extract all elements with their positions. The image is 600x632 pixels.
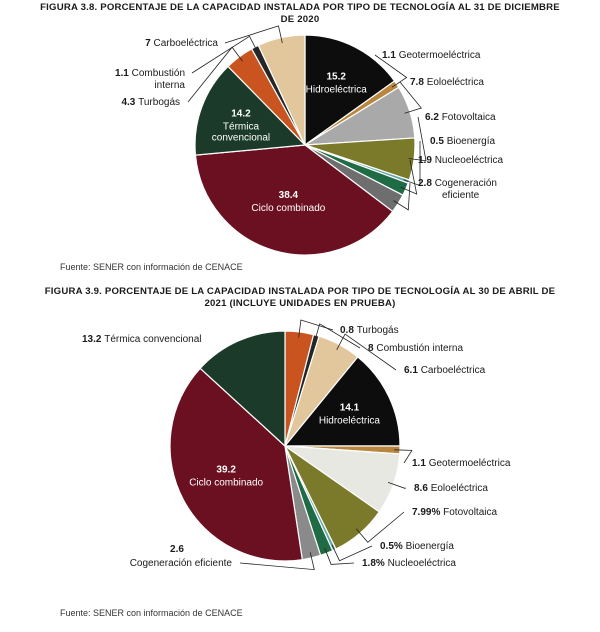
slice-name-fotovoltaica: Fotovoltaica <box>443 507 498 518</box>
slice-value-termica-convencional: 14.2 <box>231 108 251 120</box>
slice-label-eoloelectrica <box>414 483 488 494</box>
slice-value-bioenergia: 0.5% <box>380 541 406 552</box>
slice-value-fotovoltaica: 7.99% <box>412 507 444 518</box>
slice-name-termica-convencional: Térmica convencional <box>104 334 202 345</box>
slice-label-termica-convencional: Térmica <box>222 121 260 133</box>
slice-value-termica-convencional: 13.2 <box>82 334 105 345</box>
slice-value-nucleoelectrica: 1.8% <box>362 558 388 569</box>
figure-3-9-source: Fuente: SENER con información de CENACE <box>60 608 243 618</box>
slice-label-cont-cogeneracion-eficiente: eficiente <box>442 190 480 201</box>
slice-value-turbogas: 0.8 <box>340 325 357 336</box>
slice-value-carboelectrica: 7 <box>145 38 154 49</box>
slice-value-geotermoelectrica: 1.1 <box>412 458 429 469</box>
slice-value-hidroelectrica: 14.1 <box>339 402 360 414</box>
slice-value-geotermoelectrica: 1.1 <box>382 50 399 61</box>
slice-value-fotovoltaica: 6.2 <box>425 112 442 123</box>
slice-name-combustion-interna: Combustión interna <box>376 343 464 354</box>
slice-value-turbogas: 4.3 <box>121 97 139 108</box>
slice-label-termica-convencional: convencional <box>211 132 271 144</box>
slice-label-termica-convencional <box>82 334 202 345</box>
slice-value-eoloelectrica: 8.6 <box>414 483 431 494</box>
slice-name-carboelectrica: Carboeléctrica <box>420 365 486 376</box>
pie-slices <box>170 331 400 561</box>
slice-value-bioenergia: 0.5 <box>430 136 447 147</box>
slice-name-geotermoelectrica: Geotermoeléctrica <box>428 458 511 469</box>
slice-value-nucleoelectrica: 1.9 <box>418 155 435 166</box>
slice-name-bioenergia: Bioenergía <box>446 136 496 147</box>
slice-label-nucleoelectrica <box>362 558 456 569</box>
slice-name-nucleoelectrica: Nucleoeléctrica <box>387 558 456 569</box>
figure-3-9-title: FIGURA 3.9. PORCENTAJE DE LA CAPACIDAD INSTALADA POR TIPO DE TECNOLOGÍA AL 30 DE ABRIL DE 2021 (INCLUYE UNIDADES EN PRUEBA) <box>44 286 556 309</box>
slice-name-cogeneracion-eficiente: Cogeneración <box>434 178 497 189</box>
slice-label-hidroelectrica: Hidroeléctrica <box>305 84 367 96</box>
slice-label-fotovoltaica <box>412 507 497 518</box>
slice-value-hidroelectrica: 15.2 <box>326 71 346 83</box>
slice-name-turbogas: Turbogás <box>138 97 180 108</box>
figure-3-8-source: Fuente: SENER con información de CENACE <box>60 262 243 272</box>
slice-value-cogeneracion-eficiente: 2.6 <box>170 544 184 555</box>
slice-value-ciclo-combinado: 39.2 <box>216 464 236 476</box>
slice-name-nucleoelectrica: Nucleoeléctrica <box>434 155 504 166</box>
slice-value-cogeneracion-eficiente: 2.8 <box>418 178 435 189</box>
slice-label-ciclo-combinado: Ciclo combinado <box>189 477 264 489</box>
slice-label-cogeneracion-eficiente: Cogeneración eficiente <box>129 558 232 569</box>
figure-3-8-title: FIGURA 3.8. PORCENTAJE DE LA CAPACIDAD INSTALADA POR TIPO DE TECNOLOGÍA AL 31 DE DICIEMBRE DE 2020 <box>40 2 560 25</box>
slice-name-eoloelectrica: Eoloeléctrica <box>426 77 484 88</box>
slice-name-turbogas: Turbogás <box>356 325 399 336</box>
slice-name-geotermoelectrica: Geotermoeléctrica <box>398 50 481 61</box>
slice-value-combustion-interna: 1.1 <box>114 68 132 79</box>
slice-value-carboelectrica: 6.1 <box>404 365 421 376</box>
slice-name-carboelectrica: Carboeléctrica <box>153 38 218 49</box>
slice-name-combustion-interna: Combustión <box>131 68 185 79</box>
slice-label-geotermoelectrica <box>412 458 511 469</box>
slice-name-eoloelectrica: Eoloeléctrica <box>430 483 488 494</box>
slice-label-bioenergia <box>380 541 454 552</box>
slice-name-bioenergia: Bioenergía <box>405 541 454 552</box>
slice-label-turbogas <box>340 325 399 336</box>
slice-value-combustion-interna: 8 <box>368 343 377 354</box>
slice-label-combustion-interna <box>368 343 463 354</box>
slice-label-cont-combustion-interna: interna <box>154 80 185 91</box>
slice-value-eoloelectrica: 7.8 <box>410 77 427 88</box>
slice-label-hidroelectrica: Hidroeléctrica <box>318 415 380 427</box>
slice-label-carboelectrica <box>404 365 486 376</box>
slice-value-ciclo-combinado: 38.4 <box>278 190 299 202</box>
slice-name-fotovoltaica: Fotovoltaica <box>441 112 496 123</box>
slice-label-ciclo-combinado: Ciclo combinado <box>251 203 326 215</box>
